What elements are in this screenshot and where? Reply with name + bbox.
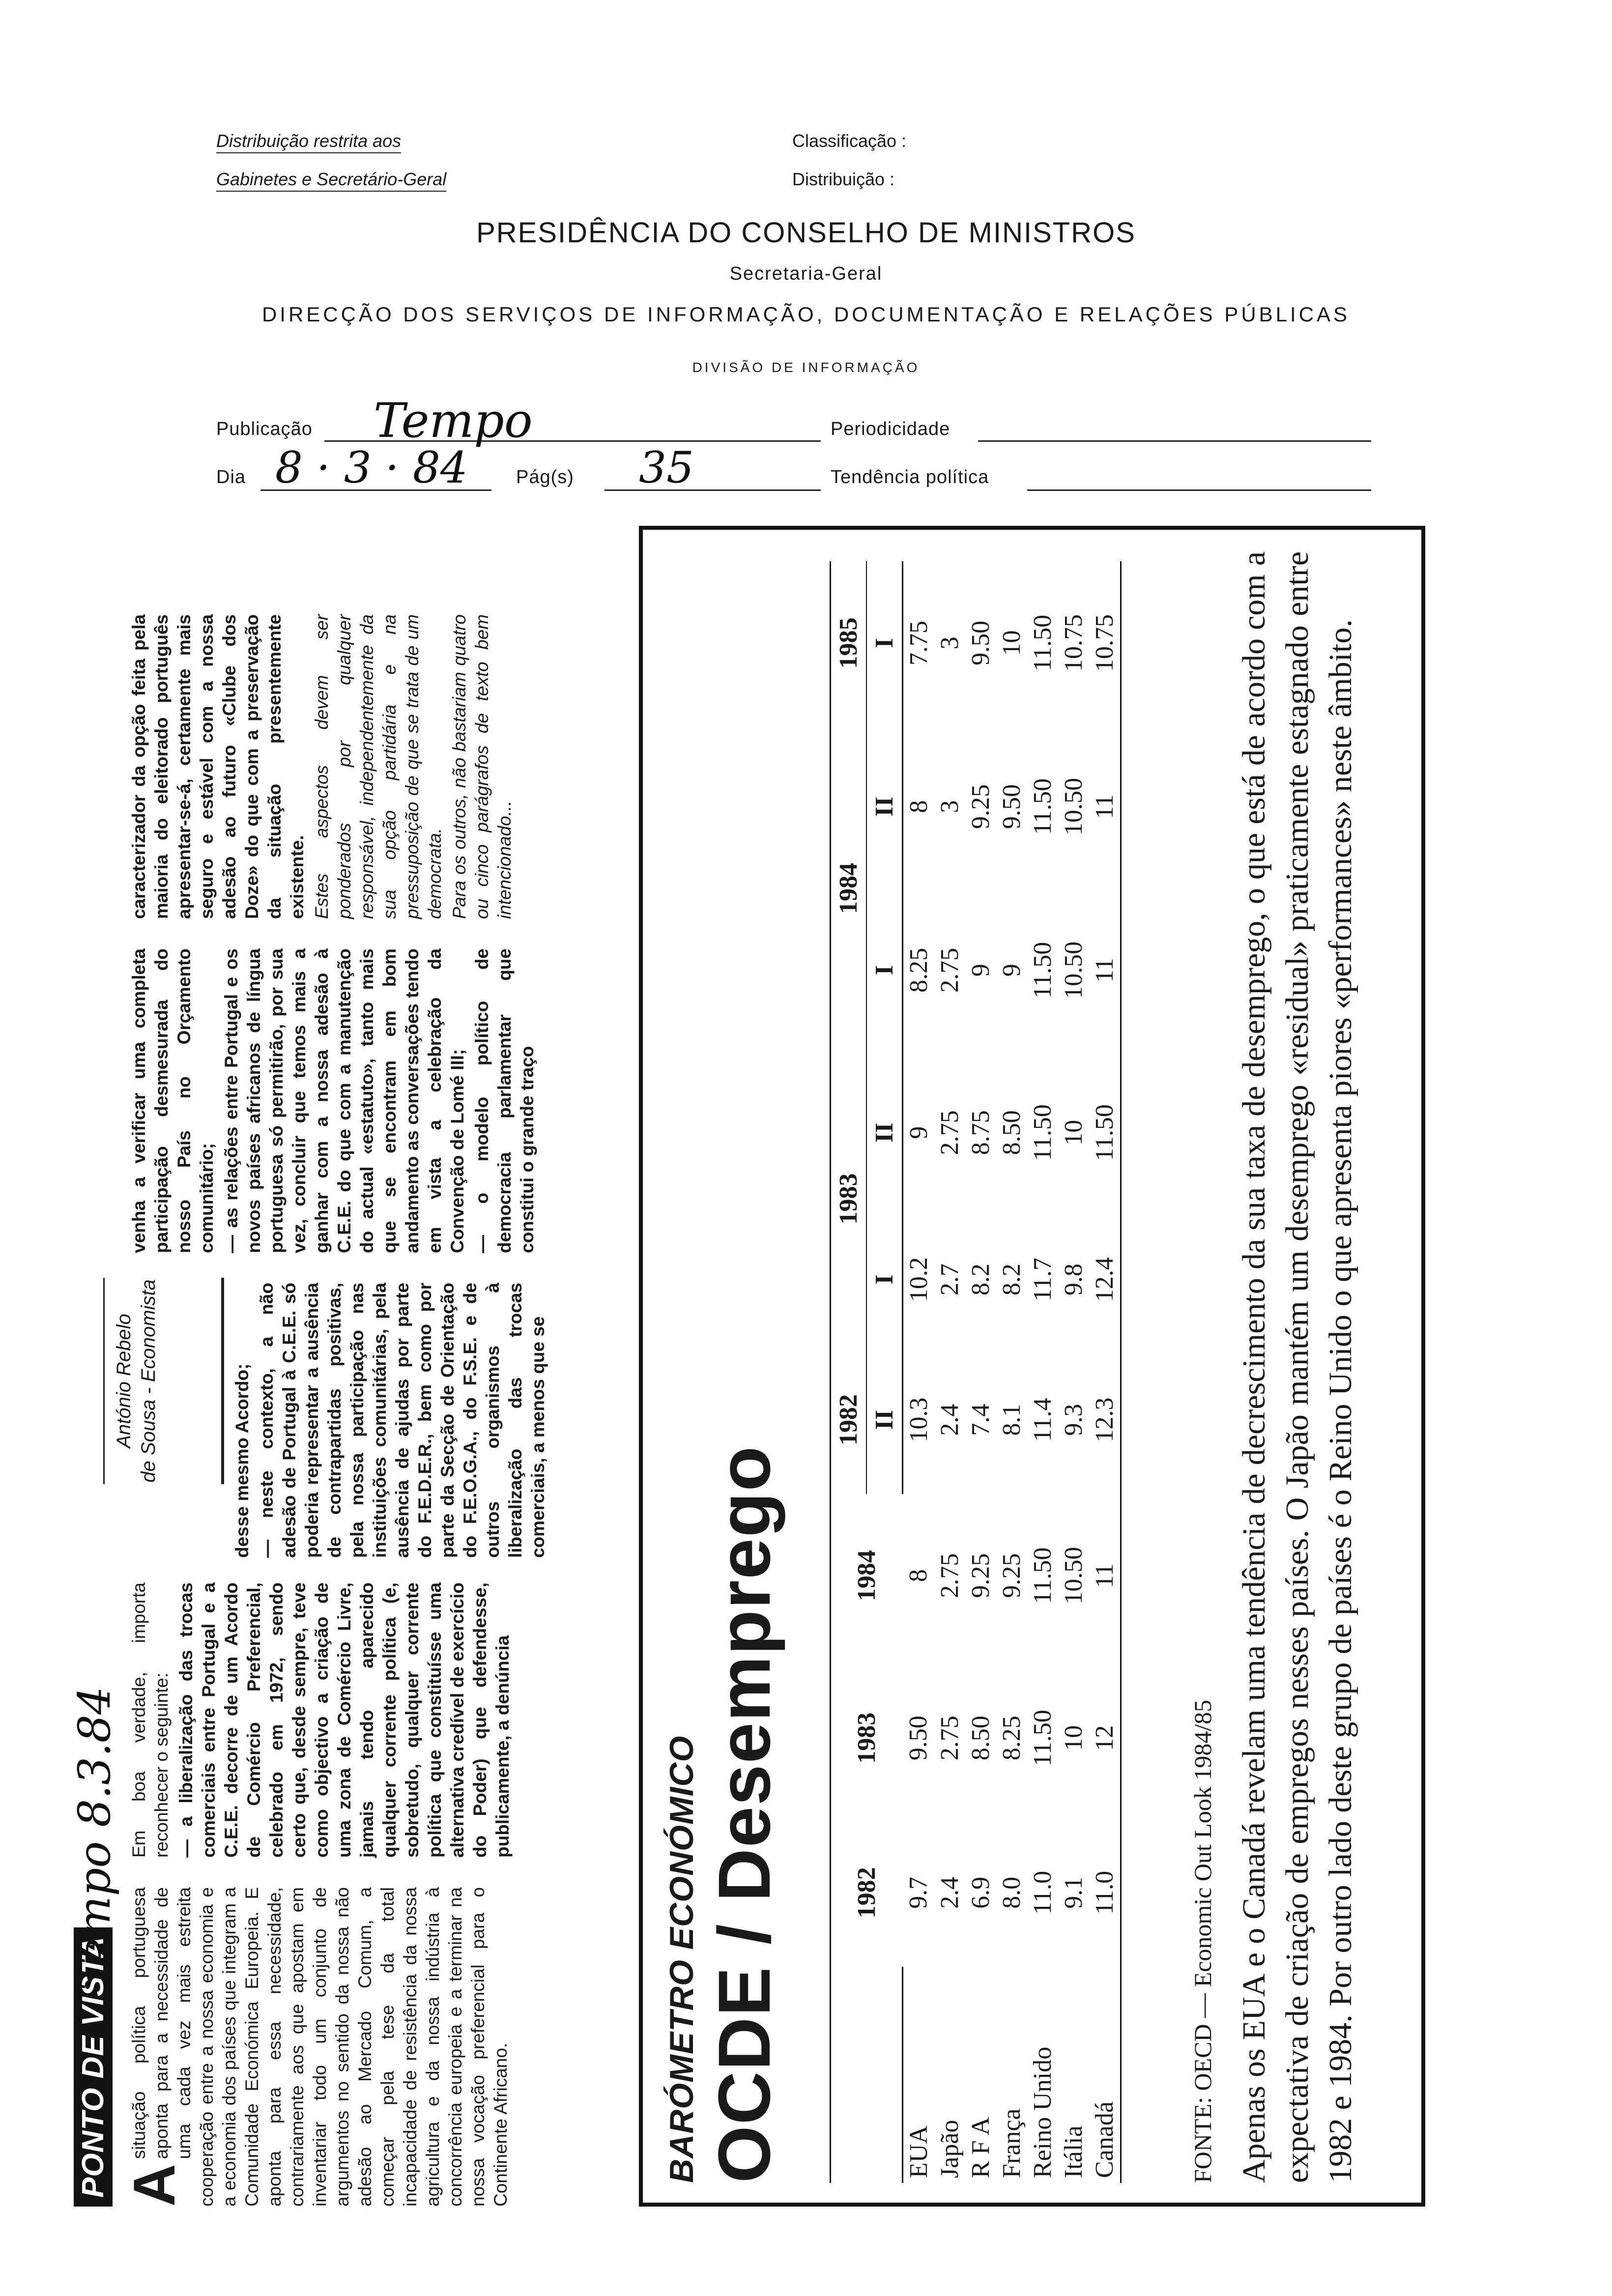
publicacao-handwritten: Tempo xyxy=(374,393,533,448)
distribution-label: Distribuição : xyxy=(792,169,895,189)
table-header-year: 1984 xyxy=(831,725,867,1052)
table-cell-value: 2.75 xyxy=(936,1716,964,1761)
barometro-kicker: BARÓMETRO ECONÓMICO xyxy=(663,1735,700,2183)
distribution-note-line1: Distribuição restrita aos xyxy=(216,131,401,153)
table-source: FONTE: OECD — Economic Out Look 1984/85 xyxy=(1189,1699,1216,2183)
table-cell-value: 11.50 xyxy=(1029,942,1057,999)
table-cell-value: 11 xyxy=(1089,889,1121,1052)
table-cell-value: 11 xyxy=(1089,725,1121,889)
table-cell-value: 8.75 xyxy=(967,1110,995,1155)
table-cell-value: 9.50 xyxy=(998,784,1026,829)
table-cell-value: 10 xyxy=(1060,1119,1088,1146)
table-cell-value: 10 xyxy=(1060,1725,1088,1751)
distribution-note-line2: Gabinetes e Secretário-Geral xyxy=(216,169,446,192)
table-cell-value: 11.50 xyxy=(1029,1547,1057,1604)
table-cell-value: 12.4 xyxy=(1089,1213,1121,1346)
table-header-semester: I xyxy=(866,889,903,1052)
author-role: de Sousa - Economista xyxy=(138,1279,159,1483)
table-cell-value: 2.4 xyxy=(936,1876,964,1909)
table-year-row xyxy=(831,561,867,2183)
table-cell-value: 9.1 xyxy=(1060,1876,1088,1909)
table-cell-country: Japão xyxy=(936,2120,964,2178)
table-cell-value: 11.50 xyxy=(1029,1104,1057,1161)
table-cell-value: 10.3 xyxy=(905,1397,933,1442)
table-cell-value: 9 xyxy=(905,1126,933,1139)
table-cell-value: 11.50 xyxy=(1029,614,1057,671)
table-row xyxy=(996,561,1027,2183)
table-cell-value: 9.25 xyxy=(967,784,995,829)
table-cell-value: 8 xyxy=(905,800,933,813)
table-header-year: 1985 xyxy=(831,561,867,725)
table-row xyxy=(965,561,996,2183)
article-col4-p2: — as relações entre Portugal e os novos países africanos de língua portuguesa só permitirão, por sua vez, concluir que temos mais a ganhar com a nossa adesão à C.E.E. do que com a manutenção do actual «estatuto», tanto mais que se encontram em bom andamento as conversações tendo em vista a celebração da Convenção de Lomé III; xyxy=(221,948,467,1253)
table-cell-value: 6.9 xyxy=(967,1876,995,1909)
drop-cap: A xyxy=(121,2164,187,2207)
table-cell-value: 8.1 xyxy=(998,1404,1026,1436)
direccao-subtitle: DIRECÇÃO DOS SERVIÇOS DE INFORMAÇÃO, DOCUMENTAÇÃO E RELAÇÕES PÚBLICAS xyxy=(261,303,1351,326)
tendencia-label: Tendência política xyxy=(831,467,989,488)
table-cell-value: 11.50 xyxy=(1029,778,1057,835)
table-corner xyxy=(831,1967,867,2183)
table-cell-value: 7.75 xyxy=(905,620,933,665)
table-cell-value: 10.75 xyxy=(1060,614,1088,672)
article-handwritten-note: Tempo 8.3.84 xyxy=(69,1686,120,1990)
periodicidade-label: Periodicidade xyxy=(831,419,950,439)
table-cell-value: 9 xyxy=(967,964,995,977)
newspaper-clipping xyxy=(69,511,1612,2261)
divisao-subtitle: DIVISÃO DE INFORMAÇÃO xyxy=(692,360,920,375)
table-header-year: 1983 xyxy=(831,1052,867,1346)
table-cell-value: 9.25 xyxy=(967,1553,995,1598)
table-cell-value: 8 xyxy=(904,1569,933,1582)
barometro-title: OCDE / Desemprego xyxy=(703,1445,785,2183)
table-cell-value: 8.2 xyxy=(998,1263,1026,1296)
table-cell-value: 11.7 xyxy=(1029,1258,1057,1302)
table-cell-value: 8.25 xyxy=(998,1716,1026,1761)
table-cell-value: 2.7 xyxy=(936,1263,964,1296)
table-cell-value: 9.8 xyxy=(1060,1263,1088,1296)
table-cell-value: 10.50 xyxy=(1060,1547,1088,1605)
table-cell-value: 9.50 xyxy=(967,620,995,665)
table-cell-value: 10.75 xyxy=(1089,561,1121,725)
table-row xyxy=(903,561,935,2183)
article-col5-p1: caracterizador da opção feita pela maioria do eleitorado português apresentar-se-á, certamente mais seguro e estável com a nossa adesão ao futuro «Clube dos Doze» do que com a preservação da situação presentemente existente. xyxy=(129,614,307,919)
table-cell-value: 12.3 xyxy=(1089,1346,1121,1493)
page-title: PRESIDÊNCIA DO CONSELHO DE MINISTROS xyxy=(476,217,1136,249)
table-cell-value: 8.50 xyxy=(998,1110,1026,1155)
table-cell-country: Itália xyxy=(1060,2125,1088,2178)
clipping-rotated-content xyxy=(69,511,1440,2207)
table-cell-value: 9 xyxy=(998,964,1026,977)
table-cell-value: 10.50 xyxy=(1060,777,1088,835)
pags-line xyxy=(604,489,821,491)
table-cell-country: França xyxy=(998,2108,1026,2178)
table-row xyxy=(1089,561,1121,2183)
publicacao-label: Publicação xyxy=(216,419,313,439)
table-cell-value: 10 xyxy=(998,630,1026,656)
table-cell-value: 10.2 xyxy=(905,1257,933,1302)
table-cell-value: 12 xyxy=(1089,1658,1121,1819)
table-cell-value: 2.4 xyxy=(936,1404,964,1436)
author-rule xyxy=(221,1278,224,1484)
table-cell-value: 2.75 xyxy=(936,947,964,993)
dia-label: Dia xyxy=(216,467,246,488)
article-col4-p3: — o modelo político de democracia parlamentar que constitui o grande traço xyxy=(472,948,537,1253)
table-header-semester: I xyxy=(866,1213,903,1346)
article-author xyxy=(103,1278,161,1484)
article-col1-text: situação política portuguesa aponta para a necessidade de uma cada vez mais estreita cooperação entre a nossa economia e a economia dos países que integram a Comunidade Económica Europeia. E aponta para essa necessidade, contrariamente aos que apostam em inventariar todo um conjunto de argumentos no sentido da nossa não adesão ao Mercado Comum, a começar pela tese da total incapacidade de resistência da nossa agricultura e da nossa indústria à concorrência europeia e a terminar na nossa vocação preferencial para o Continente Africano. xyxy=(129,1887,511,2207)
table-cell-country: Canadá xyxy=(1089,1967,1121,2183)
table-header-year: 1984 xyxy=(831,1494,903,1658)
table-row xyxy=(1027,561,1058,2183)
table-header-semester: II xyxy=(866,1052,903,1213)
table-row xyxy=(1058,561,1089,2183)
table-row xyxy=(934,561,965,2183)
table-cell-value: 2.75 xyxy=(936,1553,964,1598)
article-column-1 xyxy=(121,1887,514,2207)
table-cell-value: 11.4 xyxy=(1029,1398,1057,1442)
secretaria-subtitle: Secretaria-Geral xyxy=(729,263,883,284)
article-column-2 xyxy=(128,1582,516,1858)
table-cell-value: 9.7 xyxy=(904,1876,933,1909)
table-cell-value: 8.0 xyxy=(998,1876,1026,1909)
table-cell-value: 9.3 xyxy=(1060,1404,1088,1436)
table-cell-country: R F A xyxy=(967,2117,995,2178)
article-col5-p2: Estes aspectos devem ser ponderados por qualquer responsável, independentemente da sua opção partidária e na pressuposição de que se trata de um democrata. xyxy=(312,614,445,919)
table-cell-value: 3 xyxy=(936,800,964,813)
table-header-semester: I xyxy=(866,561,903,725)
table-cell-value: 11 xyxy=(1089,1494,1121,1658)
table-header-year: 1982 xyxy=(831,1819,903,1967)
table-header-semester: II xyxy=(866,725,903,889)
article-col2-text: — a liberalização das trocas comerciais entre Portugal e a C.E.E. decorre de um Acordo de Comércio Preferencial, celebrado em 1972, sendo certo que, desde sempre, teve como objectivo a criação de uma zona de Comércio Livre, jamais tendo aparecido qualquer corrente política (e, sobretudo, qualquer corrente política que constituísse uma alternativa credível de exercício do Poder) que defendesse, publicamente, a denúncia xyxy=(176,1582,513,1858)
table-cell-value: 8.25 xyxy=(905,947,933,993)
article-col5-p3: Para os outros, não bastariam quatro ou cinco parágrafos de texto bem intencionado... xyxy=(449,614,515,919)
table-header-year: 1983 xyxy=(831,1658,903,1819)
table-cell-value: 11.0 xyxy=(1089,1819,1121,1967)
table-cell-value: 10.50 xyxy=(1060,941,1088,999)
periodicidade-line xyxy=(978,440,1371,442)
pags-label: Pág(s) xyxy=(516,467,574,488)
barometro-box xyxy=(639,526,1425,2207)
article-col3-text: — neste contexto, a não adesão de Portugal à C.E.E. só poderia representar a ausência de contrapartidas positivas, pela nossa participação nas instituições comunitárias, pela ausência de ajudas por parte do F.E.D.E.R., bem como por parte da Secção de Orientação do F.E.O.G.A., do F.S.E. e de outros organismos à liberalização das trocas comerciais, a menos que se xyxy=(257,1283,548,1558)
table-cell-value: 7.4 xyxy=(967,1404,995,1436)
table-cell-country: Reino Unido xyxy=(1029,2046,1057,2178)
tendencia-line xyxy=(1027,489,1371,491)
table-cell-value: 11.50 xyxy=(1089,1052,1121,1213)
table-corner xyxy=(866,1967,903,2183)
article-column-4 xyxy=(128,948,541,1253)
barometro-comment: Apenas os EUA e o Canadá revelam uma tendência de decrescimento da sua taxa de desemprego, o que está de acordo com a expectativa de criação de empregos nesses países. O Japão mantém um desemprego «residual» praticamente estagnado entre 1982 e 1984. Por outro lado deste grupo de países é o Reino Unido o que apresenta piores «performances» neste âmbito. xyxy=(1236,551,1358,2183)
table-cell-value: 9.25 xyxy=(998,1553,1026,1598)
article-col3-intro: desse mesmo Acordo; xyxy=(232,1363,252,1558)
author-name: António Rebelo xyxy=(113,1314,135,1448)
article-column-5 xyxy=(128,614,518,919)
table-cell-value: 3 xyxy=(936,636,964,650)
table-cell-value: 8.2 xyxy=(967,1263,995,1296)
article-column-3 xyxy=(231,1283,551,1558)
classification-label: Classificação : xyxy=(792,131,907,151)
table-cell-value: 2.75 xyxy=(936,1110,964,1155)
unemployment-table xyxy=(830,561,1122,2183)
table-header-semester: II xyxy=(866,1346,903,1493)
table-cell-value: 11.50 xyxy=(1029,1710,1057,1767)
article-col4-p1: venha a verificar uma completa participação desmesurada do nosso País no Orçamento comunitário; xyxy=(129,948,217,1253)
dia-handwritten: 8 · 3 · 84 xyxy=(275,442,468,493)
ponto-de-vista-tag: PONTO DE VISTA xyxy=(74,1927,113,2207)
table-cell-country: EUA xyxy=(905,2125,933,2178)
pags-handwritten: 35 xyxy=(639,442,694,493)
table-cell-value: 8.50 xyxy=(967,1716,995,1761)
table-cell-value: 9.50 xyxy=(904,1716,933,1761)
article-col2-intro: Em boa verdade, importa reconhecer o seguinte: xyxy=(129,1582,172,1858)
table-header-year: 1982 xyxy=(831,1346,867,1493)
table-body xyxy=(903,561,1121,2183)
table-cell-value: 11.0 xyxy=(1029,1870,1057,1915)
